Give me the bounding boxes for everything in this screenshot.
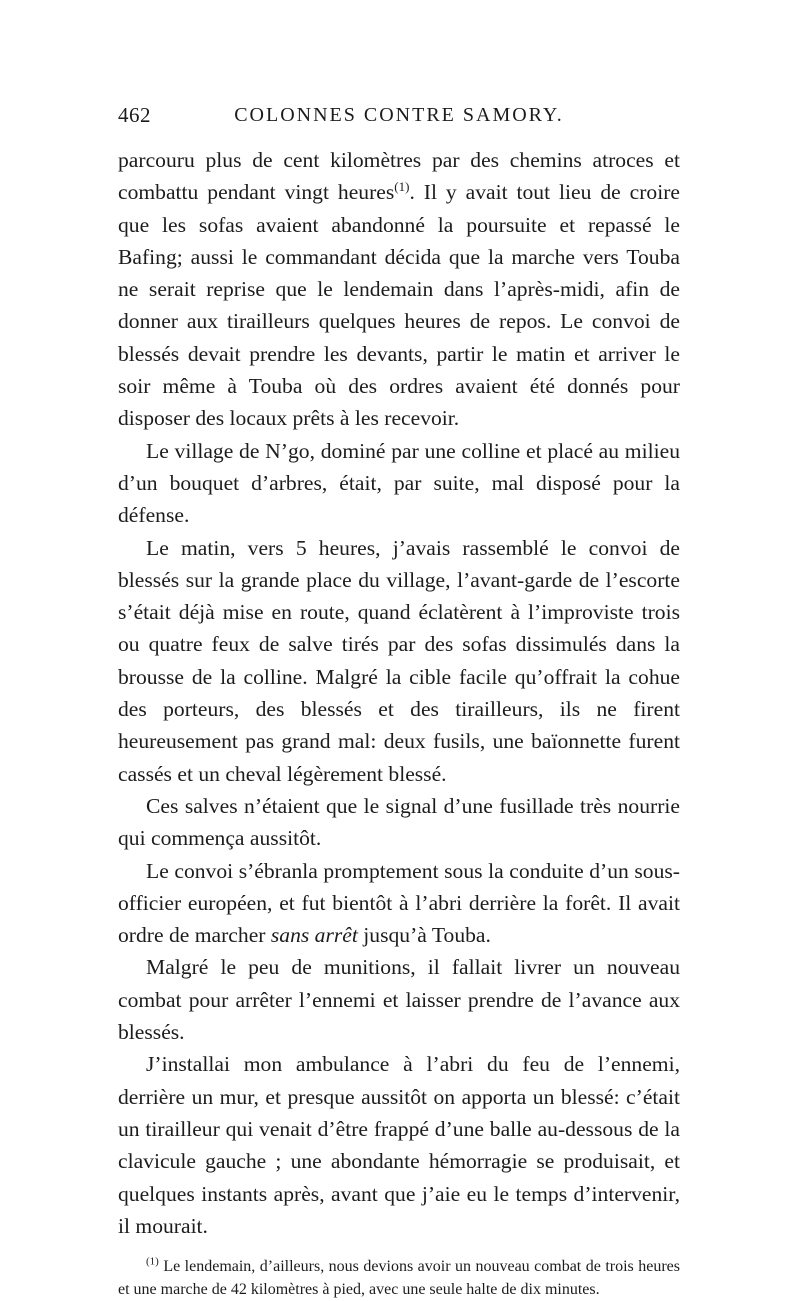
paragraph-4: Ces salves n’étaient que le signal d’une fusillade très nourrie qui commença aussitôt. [118, 793, 680, 851]
paragraph-1-text: parcouru plus de cent kilomètres par des chemins atroces et combattu pendant vingt heures [118, 148, 680, 205]
paragraph-1-text-cont: . Il y avait tout lieu de croire que les sofas avaient abandonné la poursuite et repassé le Bafing; aussi le commandant décida que la marche vers Touba ne serait reprise que le lendemain dans l’après-midi, afin de donner aux tirailleurs quelques heures de repos. Le convoi de blessés devait prendre les devants, partir le matin et arriver le soir même à Touba où des ordres avaient été donnés pour disposer des locaux prêts à les recevoir. [118, 180, 681, 431]
paragraph-5-text: Le convoi s’ébranla promptement sous la conduite d’un sous-officier européen, et fut bientôt à l’abri derrière la forêt. Il avait ordre de marcher [118, 858, 680, 948]
paragraph-2: Le village de N’go, dominé par une colline et placé au milieu d’un bouquet d’arbres, était, par suite, mal disposé pour la défense. [118, 438, 680, 528]
paragraph-5 [118, 855, 680, 952]
running-head [118, 100, 680, 130]
paragraph-6: Malgré le peu de munitions, il fallait livrer un nouveau combat pour arrêter l’ennemi et laisser prendre de l’avance aux blessés. [118, 955, 680, 1045]
paragraph-3: Le matin, vers 5 heures, j’avais rassemblé le convoi de blessés sur la grande place du village, l’avant-garde de l’escorte s’était déjà mise en route, quand éclatèrent à l’improviste trois ou quatre feux de salve tirés par des sofas dissimulés dans la brousse de la colline. Malgré la cible facile qu’offrait la cohue des porteurs, des blessés et des tirailleurs, ils ne firent heureusement pas grand mal: deux fusils, une baïonnette furent cassés et un cheval légèrement blessé. [118, 535, 680, 786]
italic-phrase: sans arrêt [270, 923, 358, 948]
page-number: 462 [118, 103, 151, 127]
paragraph-1 [118, 144, 680, 435]
running-title: COLONNES CONTRE SAMORY. [234, 104, 564, 126]
body-text [118, 144, 680, 1242]
book-page [118, 100, 680, 1301]
footnote [118, 1256, 680, 1301]
paragraph-7: J’installai mon ambulance à l’abri du feu de l’ennemi, derrière un mur, et presque aussitôt on apporta un blessé: c’était un tirailleur qui venait d’être frappé d’une balle au-dessous de la clavicule gauche ; une abondante hémorragie se produisait, et quelques instants après, avant que j’aie eu le temps d’intervenir, il mourait. [118, 1052, 680, 1238]
footnote-text: Le lendemain, d’ailleurs, nous devions avoir un nouveau combat de trois heures et une marche de 42 kilomètres à pied, avec une seule halte de dix minutes. [118, 1258, 680, 1298]
footnote-marker: (1) [146, 1255, 159, 1268]
footnote-reference[interactable]: (1) [394, 179, 410, 195]
paragraph-5-text-cont: jusqu’à Touba. [357, 923, 491, 948]
